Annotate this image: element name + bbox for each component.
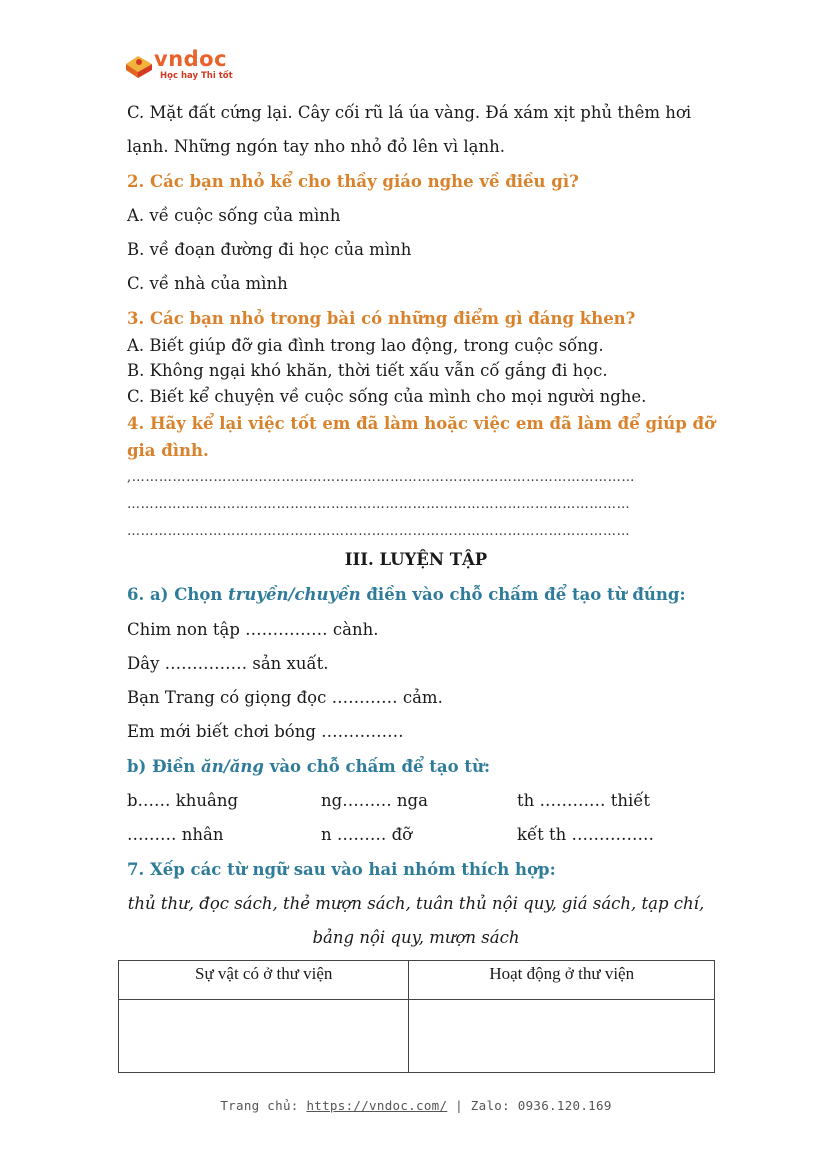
q6a-suffix: điền vào chỗ chấm để tạo từ đúng: bbox=[360, 585, 686, 604]
q3-option-c: C. Biết kể chuyện về cuộc sống của mình cho mọi người nghe. bbox=[127, 387, 647, 406]
question-2-title: 2. Các bạn nhỏ kể cho thầy giáo nghe về điều gì? bbox=[127, 172, 579, 191]
question-3-title: 3. Các bạn nhỏ trong bài có những điểm gì đáng khen? bbox=[127, 309, 636, 328]
q2-option-c: C. về nhà của mình bbox=[127, 274, 288, 293]
page-footer bbox=[0, 1098, 832, 1113]
q6b-item: ng……… nga bbox=[321, 791, 428, 810]
footer-prefix: Trang chủ: bbox=[220, 1098, 307, 1113]
answer-blank-line[interactable]: ………………………………………………………………………………………………… bbox=[127, 524, 631, 539]
column-header-activities: Hoạt động ở thư viện bbox=[409, 961, 715, 1000]
activities-answer-cell[interactable] bbox=[409, 1000, 715, 1073]
q6b-suffix: vào chỗ chấm để tạo từ: bbox=[263, 757, 491, 776]
column-header-objects: Sự vật có ở thư viện bbox=[119, 961, 409, 1000]
objects-answer-cell[interactable] bbox=[119, 1000, 409, 1073]
q1-option-c-line2: lạnh. Những ngón tay nho nhỏ đỏ lên vì lạnh. bbox=[127, 137, 505, 156]
q3-option-a: A. Biết giúp đỡ gia đình trong lao động, trong cuộc sống. bbox=[127, 336, 604, 355]
question-6b-title bbox=[127, 756, 490, 778]
q7-words-line1: thủ thư, đọc sách, thẻ mượn sách, tuân thủ nội quy, giá sách, tạp chí, bbox=[127, 894, 705, 913]
question-7-title: 7. Xếp các từ ngữ sau vào hai nhóm thích hợp: bbox=[127, 860, 556, 879]
table-row bbox=[119, 1000, 715, 1073]
q6b-item: ……… nhân bbox=[127, 825, 224, 844]
q3-option-b: B. Không ngại khó khăn, thời tiết xấu vẫn cố gắng đi học. bbox=[127, 361, 608, 380]
question-4-title-line1: 4. Hãy kể lại việc tốt em đã làm hoặc việc em đã làm để giúp đỡ bbox=[127, 414, 716, 433]
q6b-item: th ………… thiết bbox=[517, 791, 651, 810]
question-4-title-line2: gia đình. bbox=[127, 441, 209, 460]
homepage-link[interactable]: https://vndoc.com/ bbox=[306, 1098, 448, 1113]
q6a-item: Bạn Trang có giọng đọc ………… cảm. bbox=[127, 688, 443, 707]
q7-words-line2: bảng nội quy, mượn sách bbox=[312, 928, 520, 947]
q6b-italic-words: ăn/ăng bbox=[201, 757, 264, 776]
logo-tagline: Học hay Thi tốt bbox=[160, 71, 233, 81]
logo-wordmark: vndoc bbox=[154, 47, 228, 71]
answer-blank-line[interactable]: ………………………………………………………………………………………………… bbox=[127, 497, 631, 512]
q2-option-a: A. về cuộc sống của mình bbox=[127, 206, 341, 225]
q6a-prefix: 6. a) Chọn bbox=[127, 585, 229, 604]
q6a-italic-words: truyền/chuyền bbox=[228, 585, 361, 604]
answer-blank-line[interactable]: ,………………………………………………………………………………………………… bbox=[127, 470, 635, 485]
q6b-item: kết th …………… bbox=[517, 825, 655, 844]
q2-option-b: B. về đoạn đường đi học của mình bbox=[127, 240, 412, 259]
q6a-item: Em mới biết chơi bóng …………… bbox=[127, 722, 404, 741]
q1-option-c-line1: C. Mặt đất cứng lại. Cây cối rũ lá úa vàng. Đá xám xịt phủ thêm hơi bbox=[127, 103, 692, 122]
table-header-row bbox=[119, 961, 715, 1000]
footer-contact: | Zalo: 0936.120.169 bbox=[447, 1098, 612, 1113]
library-groups-table bbox=[118, 960, 715, 1073]
section-heading: III. LUYỆN TẬP bbox=[344, 550, 488, 569]
q6a-item: Chim non tập …………… cành. bbox=[127, 620, 379, 639]
logo-book-icon bbox=[124, 50, 154, 80]
q6b-prefix: b) Điền bbox=[127, 757, 202, 776]
vndoc-logo[interactable] bbox=[124, 46, 244, 86]
q6a-item: Dây …………… sản xuất. bbox=[127, 654, 329, 673]
question-6a-title bbox=[127, 584, 686, 606]
q6b-item: b…… khuâng bbox=[127, 791, 239, 810]
q6b-item: n ……… đỡ bbox=[321, 825, 413, 844]
